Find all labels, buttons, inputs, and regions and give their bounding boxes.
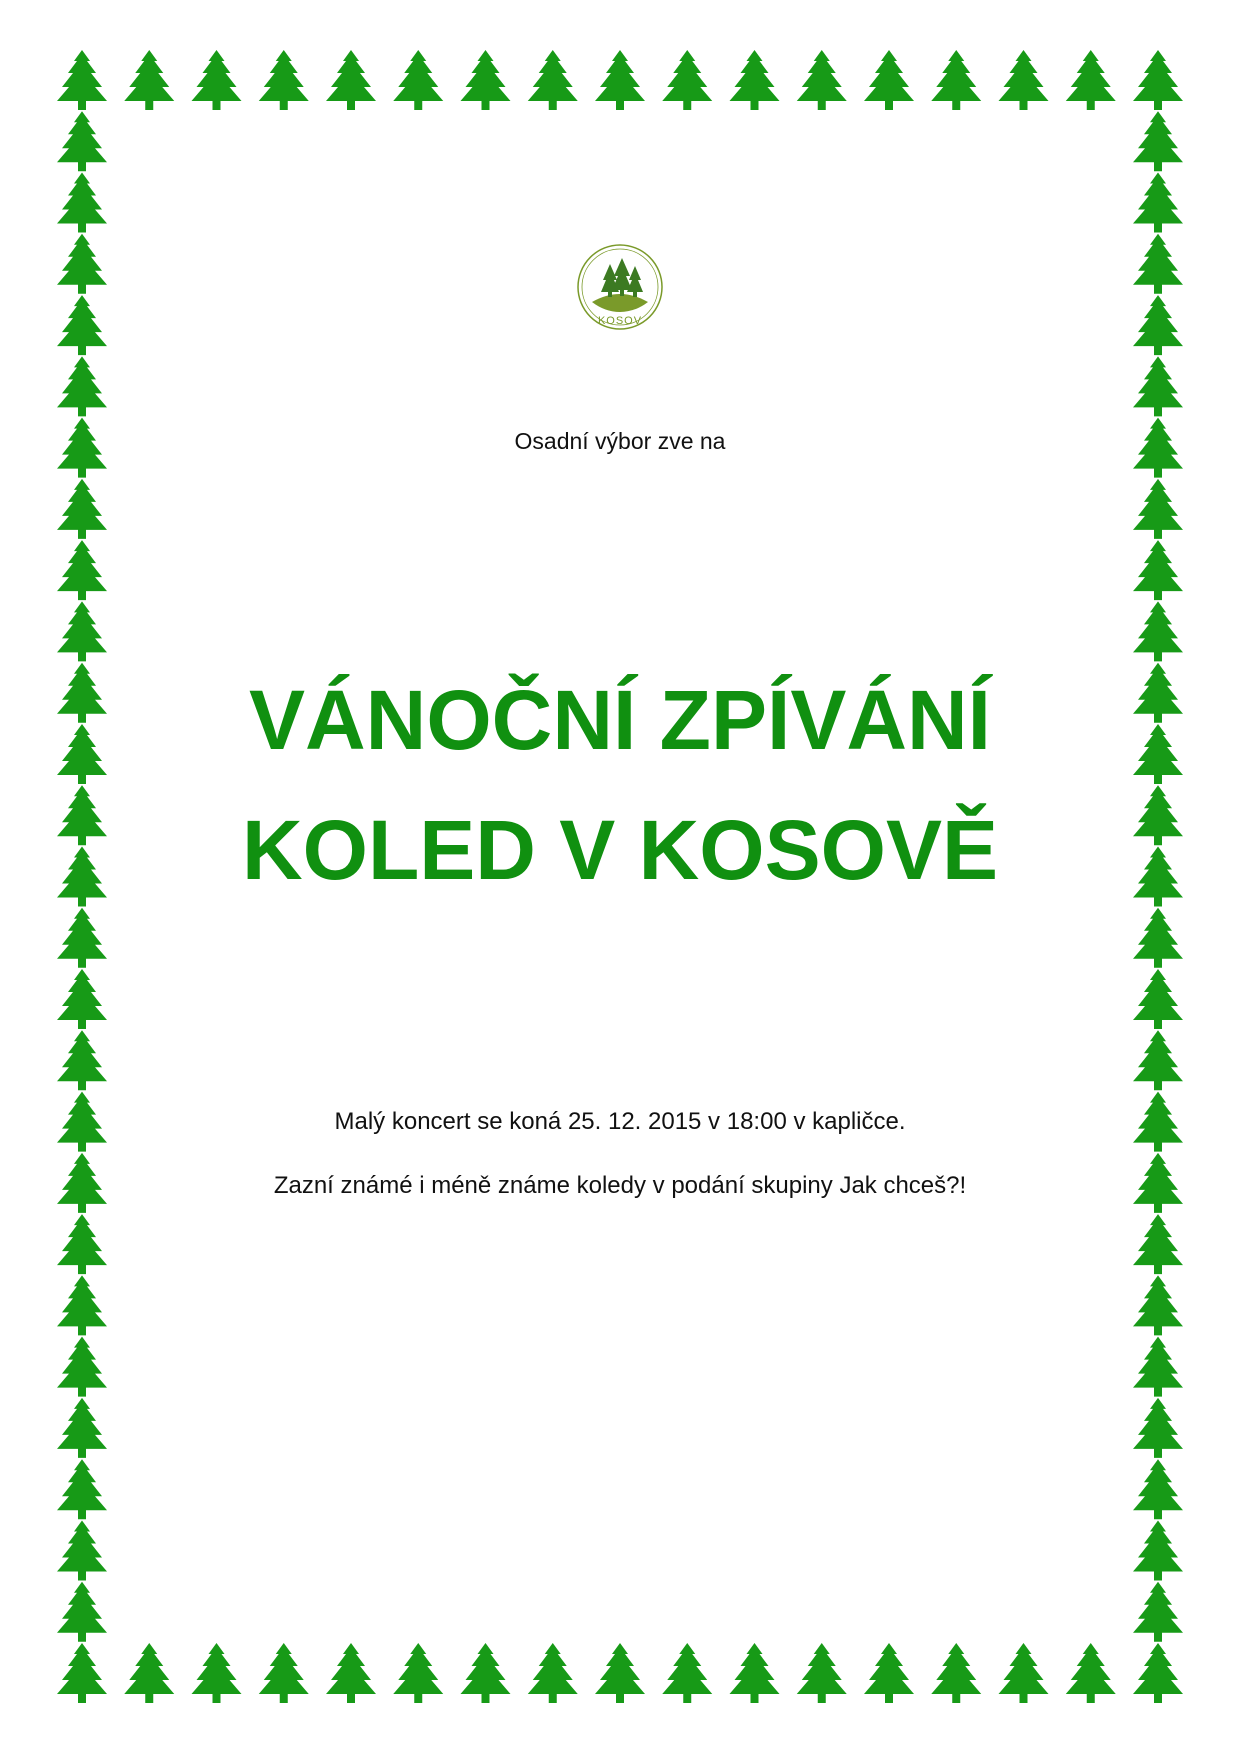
christmas-tree-icon (326, 50, 376, 110)
christmas-tree-icon (999, 1643, 1049, 1703)
christmas-tree-icon (528, 50, 578, 110)
intro-text: Osadní výbor zve na (514, 428, 726, 454)
christmas-tree-icon (1066, 1643, 1116, 1703)
christmas-tree-icon (864, 50, 914, 110)
christmas-tree-icon (528, 1643, 578, 1703)
christmas-tree-icon (1133, 1275, 1183, 1335)
christmas-tree-icon (1133, 1398, 1183, 1458)
christmas-tree-icon (730, 1643, 780, 1703)
christmas-tree-icon (393, 1643, 443, 1703)
christmas-tree-icon (797, 1643, 847, 1703)
christmas-tree-icon (57, 908, 107, 968)
christmas-tree-icon (393, 50, 443, 110)
christmas-tree-icon (595, 1643, 645, 1703)
christmas-tree-icon (1133, 1337, 1183, 1397)
christmas-tree-icon (1133, 479, 1183, 539)
christmas-tree-icon (124, 50, 174, 110)
christmas-tree-icon (931, 50, 981, 110)
christmas-tree-icon (57, 295, 107, 355)
christmas-tree-icon (192, 1643, 242, 1703)
christmas-tree-icon (57, 969, 107, 1029)
christmas-tree-icon (1133, 601, 1183, 661)
christmas-tree-icon (797, 50, 847, 110)
christmas-tree-icon (57, 540, 107, 600)
christmas-tree-icon (595, 50, 645, 110)
christmas-tree-icon (730, 50, 780, 110)
christmas-tree-icon (1133, 908, 1183, 968)
christmas-tree-icon (57, 1275, 107, 1335)
christmas-tree-icon (1066, 50, 1116, 110)
christmas-tree-icon (1133, 111, 1183, 171)
christmas-tree-icon (1133, 234, 1183, 294)
christmas-tree-icon (259, 50, 309, 110)
christmas-tree-icon (57, 234, 107, 294)
christmas-tree-icon (931, 1643, 981, 1703)
christmas-tree-icon (461, 1643, 511, 1703)
christmas-tree-icon (1133, 50, 1183, 110)
title-line-2: KOLED V KOSOVĚ (241, 803, 999, 897)
christmas-tree-icon (57, 1582, 107, 1642)
page-title (0, 655, 1240, 915)
christmas-tree-icon (662, 1643, 712, 1703)
christmas-tree-icon (999, 50, 1049, 110)
christmas-tree-icon (57, 1398, 107, 1458)
christmas-tree-icon (57, 479, 107, 539)
christmas-tree-icon (57, 1030, 107, 1090)
christmas-tree-icon (57, 601, 107, 661)
christmas-tree-icon (461, 50, 511, 110)
christmas-tree-icon (1133, 969, 1183, 1029)
christmas-tree-icon (326, 1643, 376, 1703)
christmas-tree-icon (124, 1643, 174, 1703)
christmas-tree-icon (259, 1643, 309, 1703)
christmas-tree-icon (57, 50, 107, 110)
christmas-tree-icon (57, 1643, 107, 1703)
christmas-tree-icon (57, 1459, 107, 1519)
christmas-tree-icon (57, 1337, 107, 1397)
christmas-tree-icon (57, 111, 107, 171)
christmas-tree-icon (1133, 1030, 1183, 1090)
christmas-tree-icon (1133, 295, 1183, 355)
christmas-tree-icon (1133, 1520, 1183, 1580)
christmas-tree-icon (1133, 173, 1183, 233)
christmas-tree-icon (192, 50, 242, 110)
program-info: Zazní známé i méně známe koledy v podání skupiny Jak chceš?! (273, 1172, 967, 1199)
christmas-tree-icon (1133, 356, 1183, 416)
christmas-tree-icon (662, 50, 712, 110)
christmas-tree-icon (57, 1214, 107, 1274)
christmas-tree-icon (57, 356, 107, 416)
christmas-tree-icon (57, 173, 107, 233)
kosov-logo (575, 242, 665, 332)
concert-info: Malý koncert se koná 25. 12. 2015 v 18:00 v kapličce. (334, 1108, 906, 1135)
logo-text: KOSOV (597, 315, 643, 327)
christmas-tree-icon (1133, 1459, 1183, 1519)
christmas-tree-icon (1133, 1214, 1183, 1274)
christmas-tree-icon (57, 1520, 107, 1580)
christmas-tree-icon (1133, 1643, 1183, 1703)
title-line-1: VÁNOČNÍ ZPÍVÁNÍ (248, 673, 992, 767)
christmas-tree-icon (864, 1643, 914, 1703)
christmas-tree-icon (1133, 540, 1183, 600)
christmas-tree-icon (1133, 1582, 1183, 1642)
